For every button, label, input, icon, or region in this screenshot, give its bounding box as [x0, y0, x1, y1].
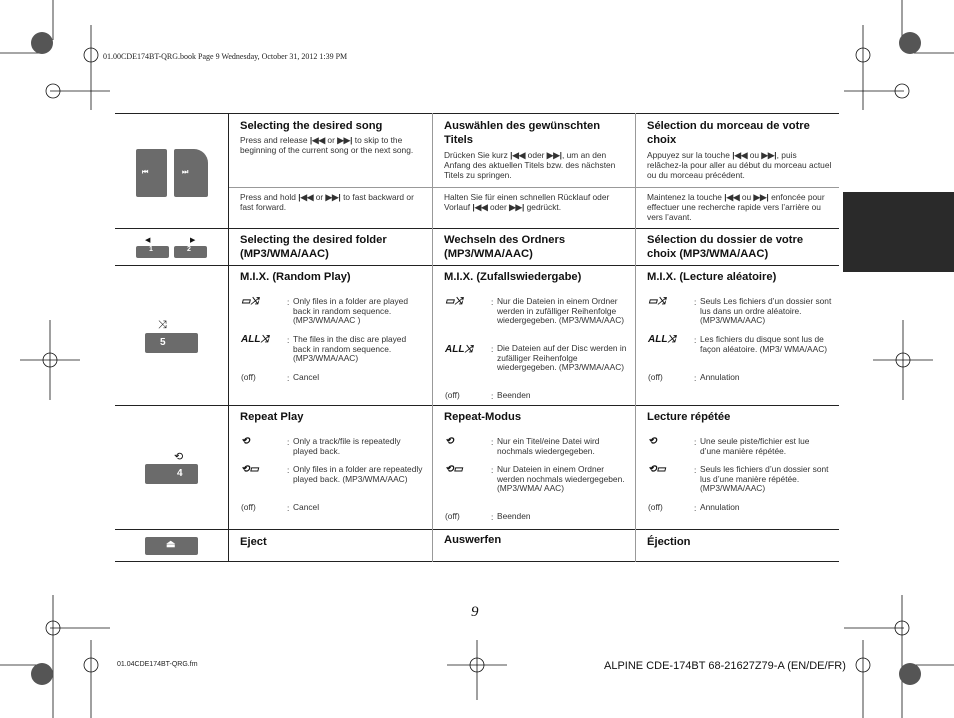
skip-forward-icon: ▶▶| [546, 150, 562, 160]
repeat-title-fr: Lecture répétée [647, 411, 731, 423]
eject-title-de: Auswerfen [444, 534, 502, 546]
skip-back-icon: |◀◀ [510, 150, 526, 160]
song-text-de: Drücken Sie kurz |◀◀ oder ▶▶|, um an den Anfang des aktuellen Titels bzw. des nächsten Titels zu springen. [444, 150, 616, 180]
repeat-off-de: Beenden [497, 511, 531, 521]
skip-back-icon: |◀◀ [724, 192, 740, 202]
repeat-one-fr: Une seule piste/fichier est lue d’une manière répétée. [700, 436, 810, 456]
mix-all-fr: Les fichiers du disque sont lus de façon aléatoire. (MP3/ WMA/AAC) [700, 334, 828, 354]
folder-title-en: Selecting the desired folder (MP3/WMA/AAC) [240, 234, 387, 260]
skip-forward-icon: ▶▶| [753, 192, 769, 202]
skip-back-icon: |◀◀ [472, 202, 488, 212]
folder-shuffle-icon: ▭⤨ [648, 296, 666, 307]
table-rule [229, 187, 839, 188]
up-arrow-icon: ◀ [145, 237, 151, 244]
prev-track-button-illustration [136, 149, 167, 197]
repeat-one-de: Nur ein Titel/eine Datei wird nochmals wiedergegeben. [497, 436, 600, 456]
mix-all-de: Die Dateien auf der Disc werden in zufälliger Reihenfolge wiedergegeben. (MP3/WMA/AAC) [497, 343, 627, 372]
song-hold-en: Press and hold |◀◀ or ▶▶| to fast backward or fast forward. [240, 192, 414, 212]
repeat-icon: ⟲ [445, 436, 454, 447]
down-arrow-icon: ▶ [190, 237, 196, 244]
song-hold-de: Halten Sie für einen schnellen Rücklauf oder Vorlauf |◀◀ oder ▶▶| gedrückt. [444, 192, 610, 212]
repeat-folder-icon: ⟲▭ [445, 464, 463, 475]
repeat-title-de: Repeat-Modus [444, 411, 522, 423]
next-track-button-illustration [174, 149, 208, 197]
skip-forward-icon: ▶▶| [325, 192, 341, 202]
folder-down-button-illustration: 1 [136, 246, 169, 258]
mix-off-en: Cancel [293, 372, 320, 382]
repeat-one-en: Only a track/file is repeatedly played back. [293, 436, 401, 456]
folder-up-button-illustration: 2 [174, 246, 207, 258]
all-shuffle-icon: ALL⤨ [445, 344, 473, 355]
folder-title-de: Wechseln des Ordners (MP3/WMA/AAC) [444, 234, 566, 260]
repeat-icon: ⟲ [648, 436, 657, 447]
table-rule [635, 113, 636, 562]
song-hold-fr: Maintenez la touche |◀◀ ou ▶▶| enfoncée pour effectuer une recherche rapide vers l’arrière ou vers l’avant. [647, 192, 825, 222]
table-rule [115, 561, 839, 562]
header-file-info: 01.00CDE174BT-QRG.book Page 9 Wednesday, October 31, 2012 1:39 PM [103, 52, 348, 61]
song-title-fr: Sélection du morceau de votre choix [647, 120, 810, 146]
mix-title-en: M.I.X. (Random Play) [240, 271, 351, 283]
repeat-icon: ⟲ [174, 451, 184, 463]
shuffle-icon: ⤨ [158, 319, 167, 331]
repeat-button-illustration: 4 [145, 464, 198, 484]
table-rule [228, 113, 229, 562]
mix-title-fr: M.I.X. (Lecture aléatoire) [647, 271, 777, 283]
all-shuffle-icon: ALL⤨ [648, 334, 676, 345]
repeat-folder-en: Only files in a folder are repeatedly played back. (MP3/WMA/AAC) [293, 464, 423, 484]
eject-button-illustration [145, 537, 198, 555]
skip-back-icon: |◀◀ [732, 150, 748, 160]
repeat-title-en: Repeat Play [240, 411, 304, 423]
song-title-en: Selecting the desired song [240, 120, 383, 132]
skip-forward-icon: ▶▶| [337, 135, 353, 145]
table-rule [115, 228, 839, 229]
table-rule [115, 529, 839, 530]
table-rule [432, 113, 433, 562]
skip-back-icon: |◀◀ [298, 192, 314, 202]
mix-all-en: The files in the disc are played back in random sequence. (MP3/WMA/AAC) [293, 334, 407, 363]
skip-forward-icon: ⏭ [182, 169, 189, 176]
song-text-en: Press and release |◀◀ or ▶▶| to skip to the beginning of the current song or the next song. [240, 135, 414, 155]
eject-icon: ⏏ [166, 539, 176, 550]
skip-back-icon: ⏮ [142, 169, 149, 176]
mix-off-fr: Annulation [700, 372, 740, 382]
footer-model: ALPINE CDE-174BT 68-21627Z79-A (EN/DE/FR) [604, 660, 846, 672]
repeat-folder-fr: Seuls les fichiers d’un dossier sont lus d’une manière répétée. (MP3/WMA/AAC) [700, 464, 829, 493]
song-title-de: Auswählen des gewünschten Titels [444, 120, 601, 146]
folder-shuffle-icon: ▭⤨ [241, 296, 259, 307]
table-rule [115, 113, 839, 114]
mix-off-de: Beenden [497, 390, 531, 400]
repeat-folder-icon: ⟲▭ [241, 464, 259, 475]
footer-filename: 01.04CDE174BT-QRG.fm [117, 661, 198, 668]
repeat-off-fr: Annulation [700, 502, 740, 512]
repeat-icon: ⟲ [241, 436, 250, 447]
eject-title-en: Eject [240, 536, 267, 548]
language-tab [843, 192, 954, 272]
mix-title-de: M.I.X. (Zufallswiedergabe) [444, 271, 582, 283]
mix-folder-de: Nur die Dateien in einem Ordner werden in zufälliger Reihenfolge wiedergegeben. (MP3/WMA/AAC) [497, 296, 625, 325]
skip-forward-icon: ▶▶| [509, 202, 525, 212]
eject-title-fr: Éjection [647, 536, 691, 548]
repeat-folder-icon: ⟲▭ [648, 464, 666, 475]
folder-title-fr: Sélection du dossier de votre choix (MP3/WMA/AAC) [647, 234, 804, 260]
skip-forward-icon: ▶▶| [761, 150, 777, 160]
page-number: 9 [471, 604, 479, 620]
table-rule [115, 405, 839, 406]
mix-folder-en: Only files in a folder are played back in random sequence. (MP3/WMA/AAC ) [293, 296, 408, 325]
repeat-folder-de: Nur Dateien in einem Ordner werden nochmals wiedergegeben. (MP3/WMA/ AAC) [497, 464, 625, 493]
all-shuffle-icon: ALL⤨ [241, 334, 269, 345]
song-text-fr: Appuyez sur la touche |◀◀ ou ▶▶|, puis relâchez-la pour aller au début du morceau actuel ou du morceau précédent. [647, 150, 832, 180]
mix-button-illustration: 5 [145, 333, 198, 353]
mix-folder-fr: Seuls Les fichiers d’un dossier sont lus dans un ordre aléatoire. (MP3/WMA/AAC) [700, 296, 832, 325]
repeat-off-en: Cancel [293, 502, 320, 512]
table-rule [115, 265, 839, 266]
skip-back-icon: |◀◀ [309, 135, 326, 145]
folder-shuffle-icon: ▭⤨ [445, 296, 463, 307]
